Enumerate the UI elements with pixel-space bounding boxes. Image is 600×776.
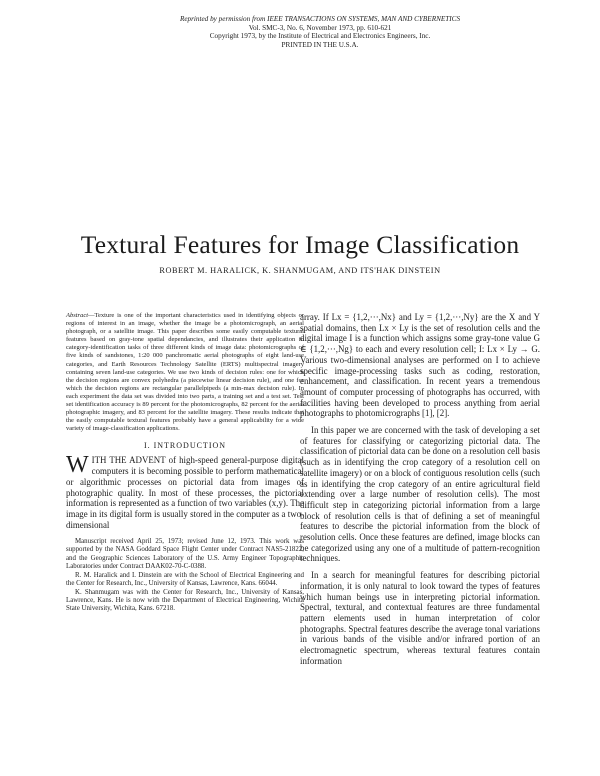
intro-lead-caps: ITH THE ADVENT (91, 455, 166, 466)
paragraph-search: In a search for meaningful features for describing pictorial information, it is only natural to look toward the types of features which human beings use in interpreting pictorial information. Spectral, textural, and contextual features are three fundamental pattern elements used in human interpretation of color photographs. Spectral features describe the average tonal variations in various bands of the visible and/or infrared portion of an electromagnetic spectrum, whereas textural features contain information (300, 570, 540, 666)
paragraph-array: array. If Lx = {1,2,···,Nx} and Ly = {1,2,···,Ny} are the X and Y spatial domains, then Lx × Ly is the set of resolution cells and the digital image I is a function which assigns some gray-tone value G ∈ {1,2,···,Ng} to each and every resolution cell; I: Lx × Ly → G. Various two-dimensional analyses are performed on I to achieve specific image-processing tasks such as coding, restoration, enhancement, and classification. In recent years a tremendous amount of computer processing of photographs has occurred, with facilities having been developed to process anything from aerial photographs to photomicrographs [1], [2]. (300, 312, 540, 419)
abstract-label: Abstract (66, 312, 89, 319)
paper-authors: ROBERT M. HARALICK, K. SHANMUGAM, AND ITS'HAK DINSTEIN (159, 266, 441, 275)
footnotes (66, 538, 304, 613)
footnote-manuscript: Manuscript received April 25, 1973; revised June 12, 1973. This work was supported by the NASA Goddard Space Flight Center under Contract NAS5-21822, and the Geographic Sciences Laboratory of the U.S. Army Engineer Topographic Laboratories under Contract DAAK02-70-C-0388. (66, 538, 304, 570)
intro-paragraph-1 (66, 452, 304, 530)
paper-title: Textural Features for Image Classification (80, 230, 520, 259)
reprint-notice: Reprinted by permission from IEEE TRANSACTIONS ON SYSTEMS, MAN AND CYBERNETICS (179, 15, 461, 23)
intro-text: of high-speed general-purpose digital computers it is becoming possible to perform mathematical or algorithmic processes on pictorial data from images of photographic quality. In most of these processes, the pictorial information is represented as a function of two variables (x,y). The image in its digital form is usually stored in the computer as a two-dimensional (66, 455, 304, 530)
reprint-header (110, 15, 530, 49)
printed-line: PRINTED IN THE U.S.A. (281, 40, 359, 49)
abstract (66, 312, 304, 433)
footnote-affiliation-2: K. Shanmugam was with the Center for Research, Inc., University of Kansas, Lawrence, Kans. He is now with the Department of Electrical Engineering, Wichita State University, Wichita, Kans. 67218. (66, 588, 304, 613)
left-column (66, 312, 304, 614)
section-heading-introduction: I. INTRODUCTION (143, 441, 227, 451)
footnote-affiliation-1: R. M. Haralick and I. Dinstein are with the School of Electrical Engineering and the Center for Research, Inc., University of Kansas, Lawrence, Kans. 66044. (66, 571, 304, 587)
abstract-text: —Texture is one of the important characteristics used in identifying objects or regions of interest in an image, whether the image be a photomicrograph, an aerial photograph, or a satellite image. This paper describes some easily computable textural features based on gray-tone spatial dependancies, and illustrates their application in category-identification tasks of three different kinds of image data: photomicrographs of five kinds of sandstones, 1:20 000 panchromatic aerial photographs of eight land-use categories, and Earth Resources Technology Satellite (ERTS) multispectral imagery containing seven land-use categories. We use two kinds of decision rules: one for which the decision regions are convex polyhedra (a piecewise linear decision rule), and one for which the decision regions are rectangular parallelpipeds (a min-max decision rule). In each experiment the data set was divided into two parts, a training set and a test set. Test set identification accuracy is 89 percent for the photomicrographs, 82 percent for the aerial photographic imagery, and 83 percent for the satellite imagery. These results indicate that the easily computable textural features probably have a general applicability for a wide variety of image-classification applications. (66, 312, 304, 433)
right-column (300, 312, 540, 673)
drop-cap: W (66, 452, 89, 479)
copyright-line: Copyright 1973, by the Institute of Electrical and Electronics Engineers, Inc. (209, 32, 431, 41)
introduction-body (66, 452, 304, 530)
paragraph-features: In this paper we are concerned with the task of developing a set of features for classifying or categorizing pictorial data. The classification of pictorial data can be done on a resolution cell basis (such as in identifying the crop category of a resolution cell on satellite imagery) or on a block of contiguous resolution cells (such as in identifying the crop category of an entire agricultural field extending over a large number of resolution cells). The most difficult step in categorizing pictorial information from a large block of resolution cells is that of defining a set of meaningful features to describe the pictorial information from the block of resolution cells. Once these features are defined, image blocks can be categorized using any one of a multitude of pattern-recognition techniques. (300, 425, 540, 564)
volume-info: Vol. SMC-3, No. 6, November 1973, pp. 610-621 (248, 23, 392, 32)
right-column-body (300, 312, 540, 667)
